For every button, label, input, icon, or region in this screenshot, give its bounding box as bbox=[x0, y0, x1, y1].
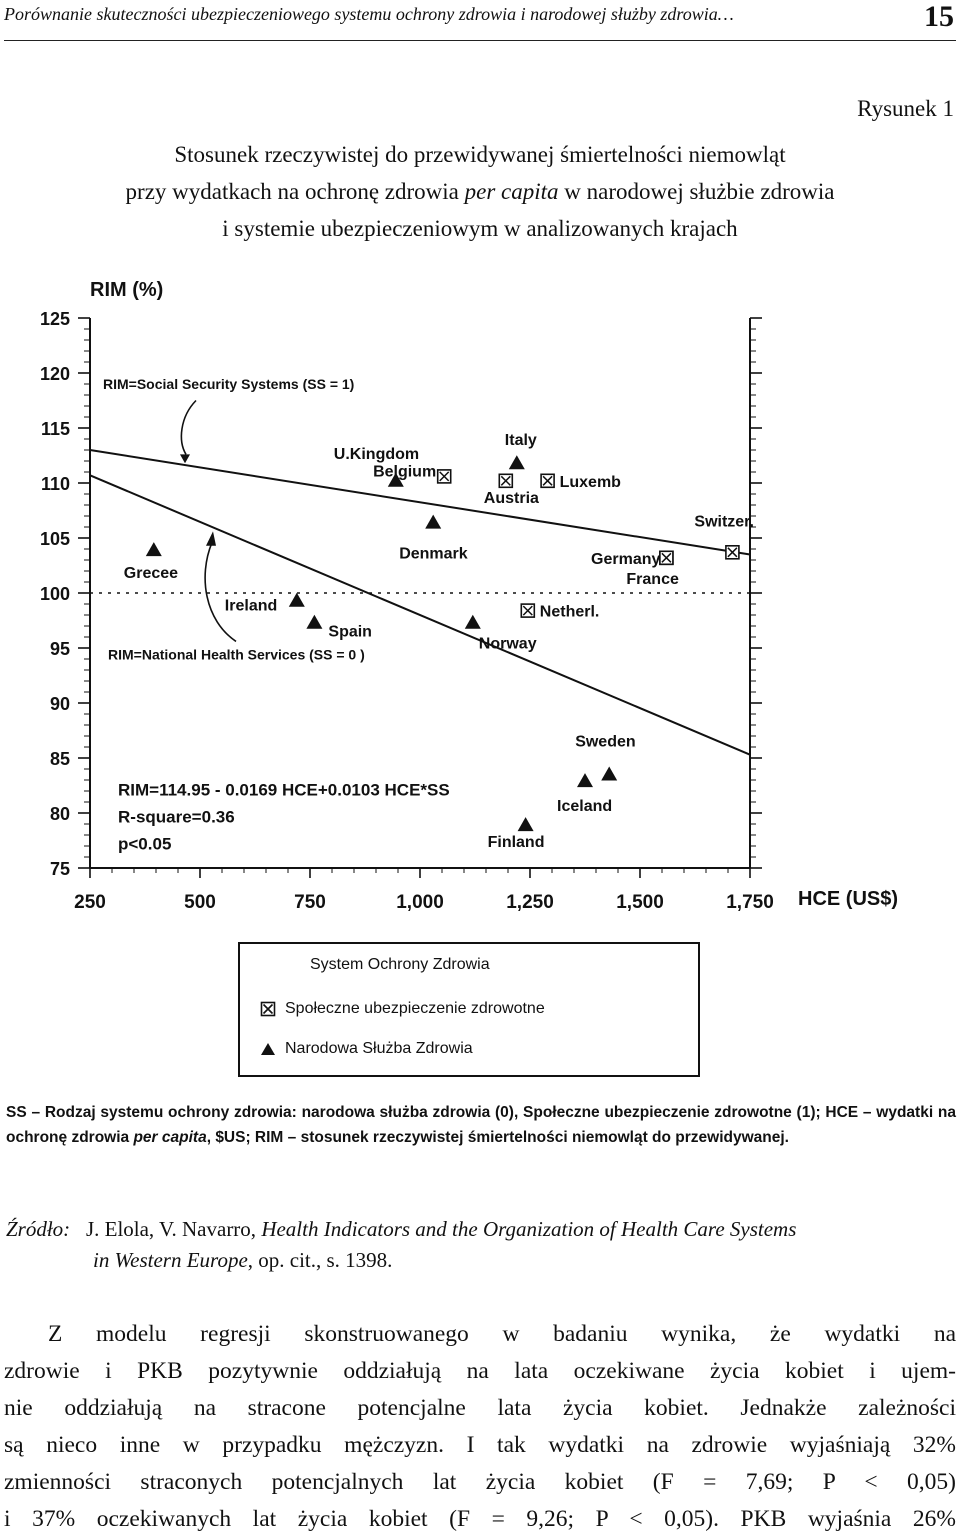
y-tick-label: 90 bbox=[49, 694, 70, 714]
regression-line-national-health bbox=[90, 475, 750, 754]
data-point-national-service bbox=[601, 767, 617, 781]
legend-item-national-service bbox=[260, 1040, 473, 1058]
figure-title-line-1: Stosunek rzeczywistej do przewidywanej śmiertelności niemowląt bbox=[174, 142, 786, 167]
data-point-national-service bbox=[518, 817, 534, 831]
legend-label: Społeczne ubezpieczenie zdrowotne bbox=[285, 1000, 545, 1017]
figure-title-line-3: i systemie ubezpieczeniowym w analizowanych krajach bbox=[222, 216, 738, 241]
data-point-label: Luxemb bbox=[559, 473, 621, 491]
data-point-label: Belgium bbox=[373, 463, 437, 481]
figure-title bbox=[0, 136, 960, 247]
body-paragraph bbox=[4, 1316, 956, 1538]
data-point-label: Italy bbox=[504, 432, 537, 450]
y-tick-label: 100 bbox=[39, 584, 70, 604]
data-point-national-service bbox=[465, 615, 481, 629]
source-authors: J. Elola, V. Navarro, bbox=[85, 1217, 262, 1241]
page-number: 15 bbox=[924, 0, 954, 33]
x-tick-label: 500 bbox=[184, 892, 216, 913]
source-title: in Western Europe bbox=[93, 1248, 248, 1272]
y-tick-label: 120 bbox=[39, 364, 70, 384]
figure-title-line-2 bbox=[0, 173, 960, 210]
legend-title: System Ochrony Zdrowia bbox=[310, 956, 490, 973]
data-point-label: U.Kingdom bbox=[333, 445, 420, 463]
body-line: są nieco inne w przypadku mężczyzn. I tak wydatki na zdrowie wyjaśniają 32% bbox=[4, 1432, 956, 1458]
data-point-label: Grecee bbox=[123, 565, 179, 583]
pointer-arrow-social-security bbox=[181, 401, 196, 455]
note-text: SS – Rodzaj systemu ochrony zdrowia: narodowa służba zdrowia (0), Społeczne ubezpieczenie zdrowotne (1); HCE – wydatki na ochronę zdrowia bbox=[6, 1104, 956, 1146]
y-tick-label: 110 bbox=[40, 474, 70, 494]
scatter-chart bbox=[0, 260, 960, 920]
data-point-label: France bbox=[626, 570, 679, 588]
running-title: Porównanie skuteczności ubezpieczeniowego systemu ochrony zdrowia i narodowej służby zdrowia… bbox=[4, 4, 734, 24]
x-tick-label: 750 bbox=[294, 892, 326, 913]
arrowhead-icon bbox=[180, 454, 190, 463]
regression-annotation: p<0.05 bbox=[118, 834, 172, 854]
source-rest: , op. cit., s. 1398. bbox=[247, 1248, 393, 1272]
boxed-x-icon bbox=[260, 1001, 276, 1017]
data-point-national-service bbox=[289, 593, 305, 607]
regression-label-national-health: RIM=National Health Services (SS = 0 ) bbox=[108, 646, 365, 663]
x-tick-label: 1,000 bbox=[396, 892, 444, 913]
pointer-arrow-national-health bbox=[205, 542, 236, 641]
data-point-label: Austria bbox=[483, 489, 539, 507]
y-tick-label: 80 bbox=[49, 804, 70, 824]
y-tick-label: 75 bbox=[49, 859, 70, 879]
x-axis-label: HCE (US$) bbox=[798, 888, 899, 910]
y-tick-label: 125 bbox=[39, 309, 70, 329]
body-line: nie oddziałują na stracone potencjalne lata życia kobiet. Jednakże zależności bbox=[4, 1395, 956, 1421]
source-title: Health Indicators and the Organization of Health Care Systems bbox=[261, 1217, 797, 1241]
data-point-label: Switzer. bbox=[694, 513, 754, 531]
y-tick-label: 85 bbox=[49, 749, 70, 769]
x-tick-label: 1,500 bbox=[616, 892, 664, 913]
body-line: i 37% oczekiwanych lat życia kobiet (F = 9,26; P < 0,05). PKB wyjaśnia 26% bbox=[4, 1506, 956, 1532]
x-tick-label: 1,750 bbox=[726, 892, 774, 913]
legend-label: Narodowa Służba Zdrowia bbox=[285, 1040, 473, 1057]
figure-title-italic: per capita bbox=[464, 179, 559, 204]
regression-annotation: RIM=114.95 - 0.0169 HCE+0.0103 HCE*SS bbox=[118, 780, 450, 800]
x-tick-label: 250 bbox=[74, 892, 106, 913]
y-tick-label: 95 bbox=[49, 639, 70, 659]
data-point-label: Spain bbox=[328, 623, 372, 641]
arrowhead-icon bbox=[206, 531, 216, 545]
y-tick-label: 105 bbox=[39, 529, 70, 549]
figure-label: Rysunek 1 bbox=[857, 96, 954, 121]
regression-annotation: R-square=0.36 bbox=[118, 807, 235, 827]
data-point-label: Netherl. bbox=[539, 603, 600, 621]
data-point-label: Iceland bbox=[557, 798, 613, 816]
legend-item-social-insurance bbox=[260, 1000, 545, 1018]
source-label: Źródło: bbox=[6, 1217, 71, 1241]
body-line: zdrowie i PKB pozytywnie oddziałują na lata oczekiwane życia kobiet i ujem- bbox=[4, 1358, 956, 1384]
data-point-label: Ireland bbox=[224, 597, 278, 615]
legend bbox=[238, 942, 700, 1077]
data-point-label: Sweden bbox=[575, 733, 636, 751]
data-point-national-service bbox=[577, 773, 593, 787]
figure-title-text: w narodowej służbie zdrowia bbox=[558, 179, 835, 204]
data-point-label: Germany bbox=[591, 550, 661, 568]
data-point-national-service bbox=[146, 542, 162, 556]
x-tick-label: 1,250 bbox=[506, 892, 554, 913]
figure-source bbox=[6, 1214, 956, 1276]
regression-label-social-security: RIM=Social Security Systems (SS = 1) bbox=[103, 375, 355, 392]
note-text: , $US; RIM – stosunek rzeczywistej śmiertelności niemowląt do przewidywanej. bbox=[206, 1129, 789, 1146]
data-point-label: Norway bbox=[478, 635, 537, 653]
body-line: zmienności straconych potencjalnych lat życia kobiet (F = 7,69; P < 0,05) bbox=[4, 1469, 956, 1495]
y-axis-label: RIM (%) bbox=[90, 279, 164, 301]
data-point-label: Finland bbox=[487, 834, 545, 852]
note-italic: per capita bbox=[133, 1129, 207, 1146]
running-head bbox=[4, 0, 956, 41]
data-point-national-service bbox=[425, 515, 441, 529]
figure-title-text: przy wydatkach na ochronę zdrowia bbox=[125, 179, 465, 204]
triangle-icon bbox=[260, 1041, 276, 1057]
body-line: Z modelu regresji skonstruowanego w badaniu wynika, że wydatki na bbox=[48, 1321, 956, 1347]
data-point-label: Denmark bbox=[399, 545, 468, 563]
data-point-national-service bbox=[306, 615, 322, 629]
figure-note bbox=[6, 1100, 956, 1150]
y-tick-label: 115 bbox=[40, 419, 70, 439]
source-continuation bbox=[6, 1245, 956, 1276]
data-point-national-service bbox=[509, 455, 525, 469]
